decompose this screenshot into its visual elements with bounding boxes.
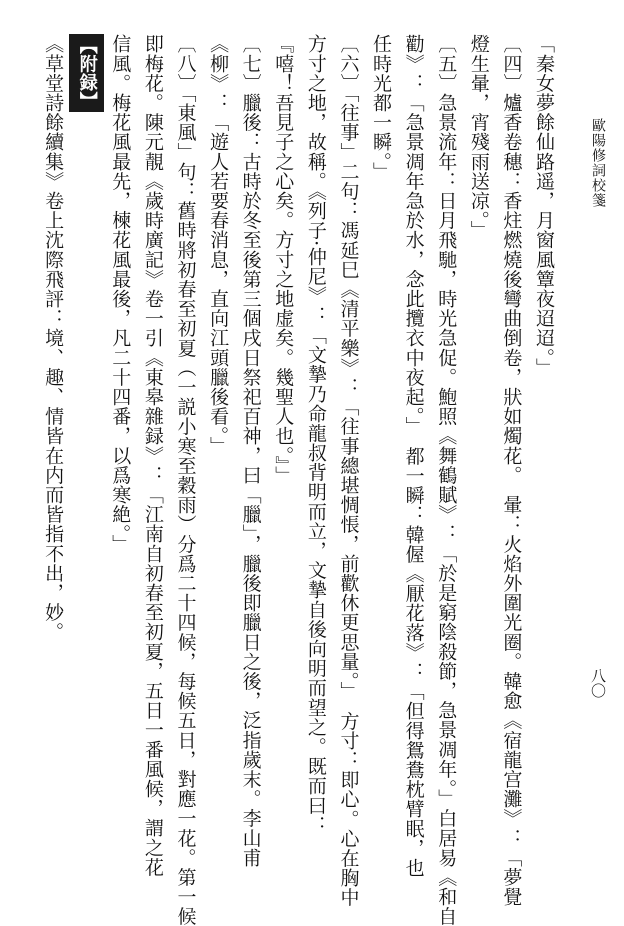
note-8: 〔八〕「東風」句：舊時將初春至初夏（一説小寒至穀雨）分爲二十四候，每候五日，對應一花。第一候 <box>174 34 197 926</box>
text-column: 方寸之地，故稱。《列子·仲尼》：「文摯乃命龍叔背明而立，文摯自後向明而望之。既而曰： <box>304 34 327 835</box>
page-number: 八〇 <box>589 668 607 698</box>
note-7: 〔七〕臘後：古時於冬至後第三個戌日祭祀百神，曰「臘」，臘後即臘日之後，泛指歲末。李山甫 <box>239 34 262 868</box>
text-column: 即梅花。陳元靚《歲時廣記》卷一引《東皋雜録》：「江南自初春至初夏，五日一番風候，謂之花 <box>141 34 164 877</box>
note-6: 〔六〕「往事」二句：馮延巳《清平樂》：「往事總堪惆悵，前歡休更思量。」 方寸：即心。心在胸中 <box>337 34 360 908</box>
text-column: 燈生暈，宵殘雨送凉。」 <box>467 34 490 241</box>
note-5: 〔五〕急景流年：日月飛馳，時光急促。鮑照《舞鶴賦》：「於是窮陰殺節，急景凋年。」白居易《和自 <box>435 34 458 926</box>
text-column: 勸》：「急景凋年急於水，念此攬衣中夜起。」 都一瞬：韓偓《厭花落》：「但得鴛鴦枕臂眠，也 <box>402 34 425 878</box>
text-column: 《柳》：「遊人若要春消息，直向江頭臘後看。」 <box>207 34 230 456</box>
text-column: 『嘻！吾見子之心矣。方寸之地虚矣。幾聖人也。』」 <box>272 34 295 486</box>
appendix-text: 《草堂詩餘續集》卷上沈際飛評：境、趣、情皆在内而皆指不出，妙。 <box>42 34 65 642</box>
appendix-label: 【附録】 <box>69 34 104 112</box>
annotation-text <box>42 34 560 926</box>
appendix-heading <box>69 34 104 834</box>
note-4: 〔四〕爐香卷穗：香炷燃燒後彎曲倒卷，狀如燭花。 暈：火焰外圍光圈。韓愈《宿龍宫灘》：「夢覺 <box>500 34 523 907</box>
text-column: 任時光都一瞬。」 <box>370 34 393 182</box>
running-header: 歐陽修詞校箋 <box>590 118 606 208</box>
text-column: 信風。梅花風最先，楝花風最後，凡二十四番，以爲寒絶。」 <box>109 34 132 554</box>
text-column: 「秦女夢餘仙路遥，月窗風簟夜迢迢。」 <box>533 34 555 378</box>
